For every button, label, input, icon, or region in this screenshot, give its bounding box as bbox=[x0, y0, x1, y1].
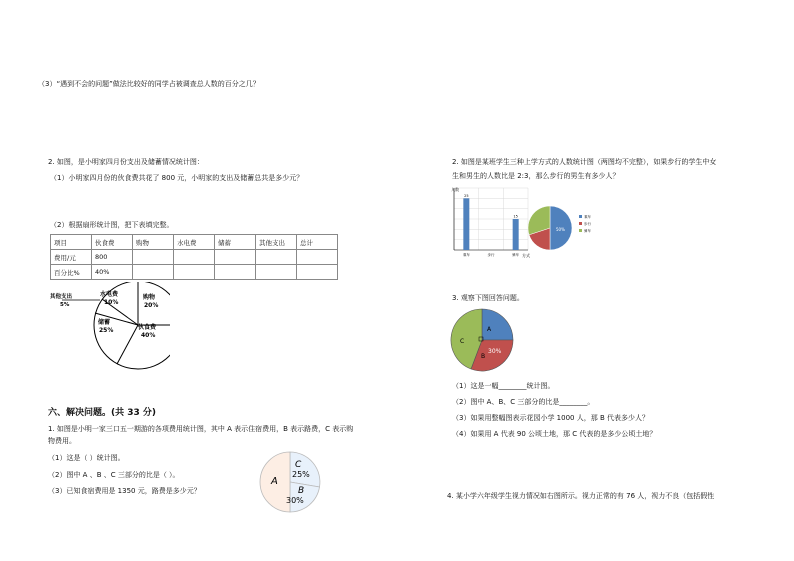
table-cell bbox=[174, 265, 215, 280]
table-cell: 40% bbox=[92, 265, 133, 280]
r-question-2-line2: 生和男生的人数比是 2:3，那么步行的男生有多少人？ bbox=[452, 172, 620, 180]
table-cell bbox=[133, 265, 174, 280]
pie-label: 25% bbox=[99, 327, 114, 334]
table-cell: 购物 bbox=[133, 235, 174, 250]
pie-label: C bbox=[460, 338, 465, 345]
bar-value-label: 25 bbox=[464, 193, 469, 198]
legend-label: 骑车 bbox=[584, 229, 591, 233]
table-cell: 水电费 bbox=[174, 235, 215, 250]
bar-xlabel: 方式 bbox=[522, 253, 530, 258]
table-cell bbox=[174, 250, 215, 265]
bar-category-label: 乘车 bbox=[462, 253, 470, 257]
question-2-title: 2. 如图，是小明家四月份支出及储蓄情况统计图： bbox=[48, 158, 204, 166]
r-question-3-2: （2）图中 A、B、C 三部分的比是________。 bbox=[452, 398, 595, 406]
pie-label: 其他支出 bbox=[50, 294, 73, 300]
table-cell: 伙食费 bbox=[92, 235, 133, 250]
problem-1-3: （3）已知食宿费用是 1350 元，路费是多少元？ bbox=[48, 487, 201, 495]
problem-1-1: （1）这是（ ）统计图。 bbox=[48, 454, 125, 462]
pie-label: 20% bbox=[144, 302, 159, 309]
section-title: 六、解决问题。(共 33 分) bbox=[48, 408, 157, 418]
legend-label: 步行 bbox=[584, 222, 591, 226]
legend-label: 乘车 bbox=[584, 215, 591, 219]
pie-label: 40% bbox=[141, 332, 156, 339]
bar-category-label: 骑车 bbox=[512, 253, 520, 257]
legend-swatch bbox=[579, 229, 582, 232]
table-cell bbox=[256, 250, 297, 265]
abc-pie-chart-2 bbox=[450, 308, 514, 372]
expense-table bbox=[50, 234, 338, 280]
table-cell bbox=[215, 250, 256, 265]
pie-label: 5% bbox=[60, 302, 70, 308]
table-cell: 总计 bbox=[297, 235, 338, 250]
table-cell: 百分比% bbox=[51, 265, 92, 280]
pie-label: 30% bbox=[488, 348, 502, 355]
r-question-3-4: （4）如果用 A 代表 90 公顷土地，那 C 代表的是多少公顷土地？ bbox=[452, 430, 657, 438]
table-row bbox=[51, 235, 338, 250]
r-question-3-3: （3）如果用整幅图表示花园小学 1000 人，那 B 代表多少人？ bbox=[452, 414, 649, 422]
r-question-3-title: 3. 观察下图回答问题。 bbox=[452, 294, 524, 302]
expense-pie-chart bbox=[40, 282, 170, 374]
pie-label: 储蓄 bbox=[98, 319, 111, 326]
pie-label: A bbox=[487, 326, 492, 333]
table-cell: 其他支出 bbox=[256, 235, 297, 250]
pie-label: 水电费 bbox=[100, 291, 119, 298]
pie-label: 购物 bbox=[143, 294, 156, 301]
table-cell: 费用/元 bbox=[51, 250, 92, 265]
bar-value-label: 15 bbox=[513, 214, 518, 219]
pie-label: B bbox=[298, 486, 305, 496]
table-row bbox=[51, 250, 338, 265]
table-row bbox=[51, 265, 338, 280]
abc-pie-chart bbox=[258, 450, 322, 514]
pie-label: 50% bbox=[556, 227, 565, 232]
transport-pie-chart bbox=[527, 205, 602, 251]
table-cell bbox=[133, 250, 174, 265]
r-question-2-line1: 2. 如图是某班学生三种上学方式的人数统计图（两图均不完整），如果步行的学生中女 bbox=[452, 158, 717, 166]
bar bbox=[463, 198, 469, 250]
problem-1-title: 1. 如图是小明一家三口五一期游的各项费用统计图，其中 A 表示住宿费用，B 表示路费，C 表示购 bbox=[48, 425, 354, 433]
r-question-3-1: （1）这是一幅________统计图。 bbox=[452, 382, 555, 390]
table-cell bbox=[297, 265, 338, 280]
pie-label: 10% bbox=[104, 299, 119, 306]
bar bbox=[513, 219, 519, 250]
bar-category-label: 步行 bbox=[487, 253, 495, 257]
problem-1-2: （2）图中 A 、B 、C 三部分的比是（ ）。 bbox=[48, 471, 180, 479]
pie-label: 30% bbox=[286, 496, 304, 505]
table-cell: 项目 bbox=[51, 235, 92, 250]
table-cell: 800 bbox=[92, 250, 133, 265]
question-2-1: （1）小明家四月份的伙食费共花了 800 元，小明家的支出及储蓄总共是多少元？ bbox=[50, 174, 304, 182]
problem-1-title-cont: 物费用。 bbox=[48, 437, 76, 445]
bar-ylabel: 人数 bbox=[451, 187, 459, 192]
question-2-2: （2）根据扇形统计图，把下表填完整。 bbox=[50, 221, 174, 229]
table-cell: 储蓄 bbox=[215, 235, 256, 250]
pie-label: 伙食费 bbox=[138, 324, 157, 331]
table-cell bbox=[256, 265, 297, 280]
legend-swatch bbox=[579, 222, 582, 225]
legend-swatch bbox=[579, 215, 582, 218]
table-cell bbox=[297, 250, 338, 265]
question-3-text: （3）“遇到不会的问题”做法比较好的同学占被调查总人数的百分之几？ bbox=[38, 80, 260, 88]
pie-label: B bbox=[481, 353, 486, 360]
transport-bar-chart bbox=[448, 186, 536, 258]
pie-label: A bbox=[271, 476, 278, 487]
pie-label: 25% bbox=[292, 470, 310, 479]
r-question-4-line: 4. 某小学六年级学生视力情况如右图所示。视力正常的有 76 人，视力不良（包括假性 bbox=[447, 492, 715, 500]
table-cell bbox=[215, 265, 256, 280]
pie-label: C bbox=[295, 460, 302, 470]
